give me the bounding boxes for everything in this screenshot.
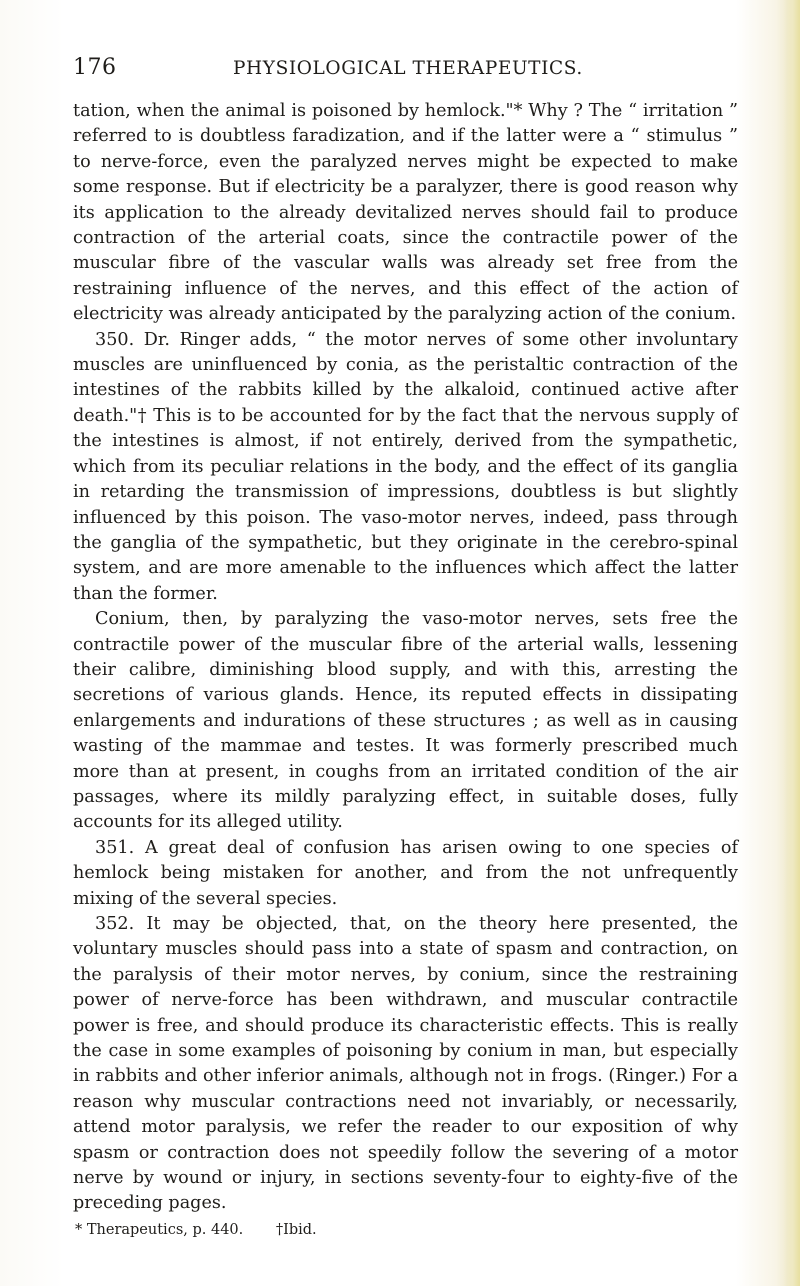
footnotes [75, 1221, 738, 1239]
footnote-1: * Therapeutics, p. 440. [75, 1221, 244, 1238]
running-title: PHYSIOLOGICAL THERAPEUTICS. [233, 58, 583, 79]
paragraph-352: 352. It may be objected, that, on the theory here presented, the voluntary muscles should pass into a state of spasm and contraction, on the paralysis of their motor nerves, by conium, since the restraining power of nerve-force has been withdrawn, and muscular contractile power is free, and should produce its characteristic effects. This is really the case in some examples of poisoning by conium in man, but especially in rabbits and other inferior animals, although not in frogs. (Ringer.) For a reason why muscular contractions need not invariably, or necessarily, attend motor paralysis, we refer the reader to our exposition of why spasm or contraction does not speedily follow the severing of a motor nerve by wound or injury, in sections seventy-four to eighty-five of the preceding pages. [73, 914, 738, 1214]
footnote-2: †Ibid. [275, 1221, 317, 1238]
paragraph-continuation: tation, when the animal is poisoned by hemlock."* Why ? The “ irritation ” referred to is doubtless faradization, and if the latter were a “ stimulus ” to nerve-force, even the paralyzed nerves might be expected to make some response. But if electricity be a paralyzer, there is good reason why its application to the already devitalized nerves should fail to produce contraction of the arterial coats, since the contractile power of the muscular fibre of the vascular walls was already set free from the restraining influence of the nerves, and this effect of the action of electricity was already anticipated by the paralyzing action of the conium. [73, 101, 738, 325]
paragraph-conium: Conium, then, by paralyzing the vaso-motor nerves, sets free the contractile power of the muscular fibre of the arterial walls, lessening their calibre, diminishing blood supply, and with this, arresting the secretions of various glands. Hence, its reputed effects in dissipating enlargements and indurations of these structures ; as well as in causing wasting of the mammae and testes. It was formerly prescribed much more than at present, in coughs from an irritated condition of the air passages, where its mildly paralyzing effect, in suitable doses, fully accounts for its alleged utility. [73, 609, 738, 833]
paragraph-350: 350. Dr. Ringer adds, “ the motor nerves of some other involuntary muscles are uninfluenced by conia, as the peristaltic contraction of the intestines of the rabbits killed by the alkaloid, continued active after death."† This is to be accounted for by the fact that the nervous supply of the intestines is almost, if not entirely, derived from the sympathetic, which from its peculiar relations in the body, and the effect of its ganglia in retarding the transmission of impressions, doubtless is but slightly influenced by this poison. The vaso-motor nerves, indeed, pass through the ganglia of the sympathetic, but they originate in the cerebro-spinal system, and are more amenable to the influences which affect the latter than the former. [73, 329, 738, 604]
page-edge-discoloration [784, 0, 800, 1286]
running-header [73, 55, 733, 81]
page-number: 176 [73, 55, 117, 80]
paragraph-351: 351. A great deal of confusion has arisen owing to one species of hemlock being mistaken for another, and from the not unfrequently mixing of the several species. [73, 837, 738, 909]
body-text [73, 99, 738, 1239]
